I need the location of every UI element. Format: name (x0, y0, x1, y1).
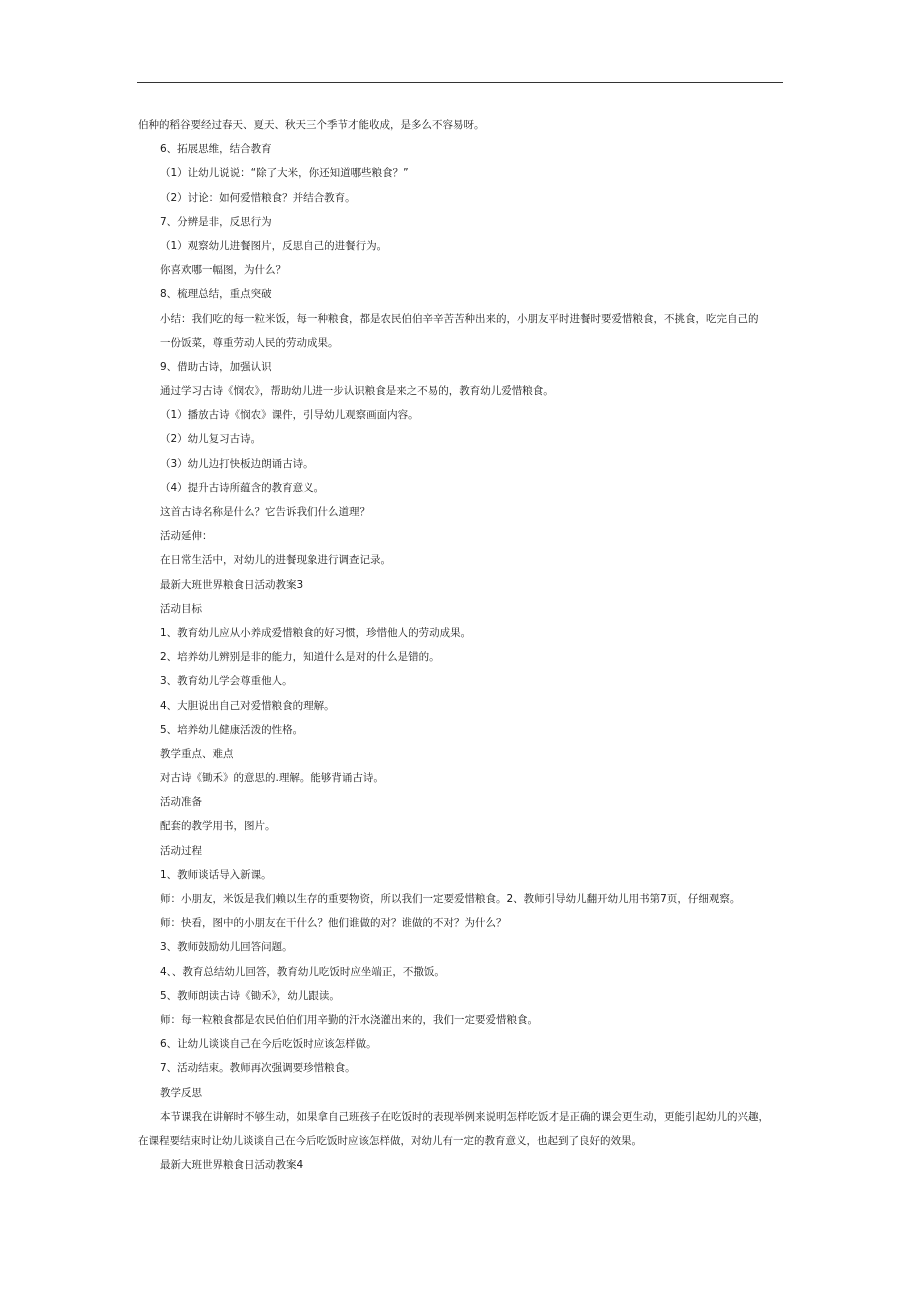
text-line: 最新大班世界粮食日活动教案3 (160, 578, 304, 591)
text-line: 一份饭菜，尊重劳动人民的劳动成果。 (160, 336, 339, 349)
text-line: 8、梳理总结，重点突破 (160, 288, 272, 301)
text-line: 4、、教育总结幼儿回答，教育幼儿吃饭时应坐端正，不撒饭。 (160, 965, 445, 978)
text-line: 在日常生活中，对幼儿的进餐现象进行调查记录。 (160, 554, 391, 567)
text-line: 教学反思 (160, 1086, 202, 1099)
text-line: 6、让幼儿谈谈自己在今后吃饭时应该怎样做。 (160, 1038, 377, 1051)
text-line: 通过学习古诗《悯农》，帮助幼儿进一步认识粮食是来之不易的，教育幼儿爱惜粮食。 (160, 385, 554, 398)
text-line: 在课程要结束时让幼儿谈谈自己在今后吃饭时应该怎样做，对幼儿有一定的教育意义，也起到了良好的效果。 (138, 1134, 642, 1147)
text-line: （1）观察幼儿进餐图片，反思自己的进餐行为。 (160, 239, 388, 252)
text-line: 本节课我在讲解时不够生动，如果拿自己班孩子在吃饭时的表现举例来说明怎样吃饭才是正确的课会更生动，更能引起幼儿的兴趣， (160, 1110, 769, 1123)
text-line: 6、拓展思维，结合教育 (160, 143, 272, 156)
text-line: 4、大胆说出自己对爱惜粮食的理解。 (160, 699, 335, 712)
text-line: 7、分辨是非，反思行为 (160, 215, 272, 228)
text-line: （2）讨论：如何爱惜粮食？并结合教育。 (160, 191, 356, 204)
text-line: 1、教师谈话导入新课。 (160, 868, 272, 881)
text-line: 师：小朋友，米饭是我们赖以生存的重要物资，所以我们一定要爱惜粮食。2、教师引导幼儿翻开幼儿用书第7页，仔细观察。 (160, 893, 741, 905)
text-line: 活动目标 (160, 602, 202, 615)
text-line: 3、教师鼓励幼儿回答问题。 (160, 941, 293, 954)
text-line: 配套的教学用书，图片。 (160, 820, 276, 833)
text-line: 5、培养幼儿健康活泼的性格。 (160, 723, 304, 736)
text-line: 伯种的稻谷要经过春天、夏天、秋天三个季节才能收成，是多么不容易呀。 (138, 119, 485, 131)
header-rule (137, 82, 783, 83)
text-line: 活动过程 (160, 844, 202, 857)
text-line: 2、培养幼儿辨别是非的能力，知道什么是对的什么是错的。 (160, 651, 440, 664)
text-line: 3、教育幼儿学会尊重他人。 (160, 675, 293, 688)
text-line: 师：快看，图中的小朋友在干什么？他们谁做的对？谁做的不对？为什么？ (160, 917, 507, 930)
text-line: 你喜欢哪一幅图，为什么？ (160, 264, 286, 277)
text-line: 对古诗《锄禾》的意思的.理解。能够背诵古诗。 (160, 772, 384, 785)
text-line: （4）提升古诗所蕴含的教育意义。 (160, 481, 325, 494)
text-line: 最新大班世界粮食日活动教案4 (160, 1159, 304, 1172)
text-line: 师：每一粒粮食都是农民伯伯们用辛勤的汗水浇灌出来的，我们一定要爱惜粮食。 (160, 1013, 538, 1026)
text-line: （2）幼儿复习古诗。 (160, 433, 262, 446)
text-line: （1）让幼儿说说：“除了大米，你还知道哪些粮食？” (160, 167, 409, 180)
text-line: 9、借助古诗，加强认识 (160, 360, 272, 373)
text-line: 活动准备 (160, 796, 202, 809)
text-line: 这首古诗名称是什么？它告诉我们什么道理？ (160, 506, 370, 518)
text-line: 小结：我们吃的每一粒米饭，每一种粮食，都是农民伯伯辛辛苦苦种出来的，小朋友平时进餐时要爱惜粮食，不挑食，吃完自己的 (160, 312, 759, 325)
text-line: 5、教师朗读古诗《锄禾》，幼儿跟读。 (160, 989, 340, 1002)
text-line: 教学重点、难点 (160, 747, 234, 760)
text-line: （1）播放古诗《悯农》课件，引导幼儿观察画面内容。 (160, 409, 419, 422)
text-line: （3）幼儿边打快板边朗诵古诗。 (160, 457, 314, 470)
document-body (138, 113, 788, 1177)
text-line: 7、活动结束。教师再次强调要珍惜粮食。 (160, 1062, 356, 1075)
text-line: 1、教育幼儿应从小养成爱惜粮食的好习惯，珍惜他人的劳动成果。 (160, 626, 472, 639)
text-line: 活动延伸： (160, 530, 213, 543)
